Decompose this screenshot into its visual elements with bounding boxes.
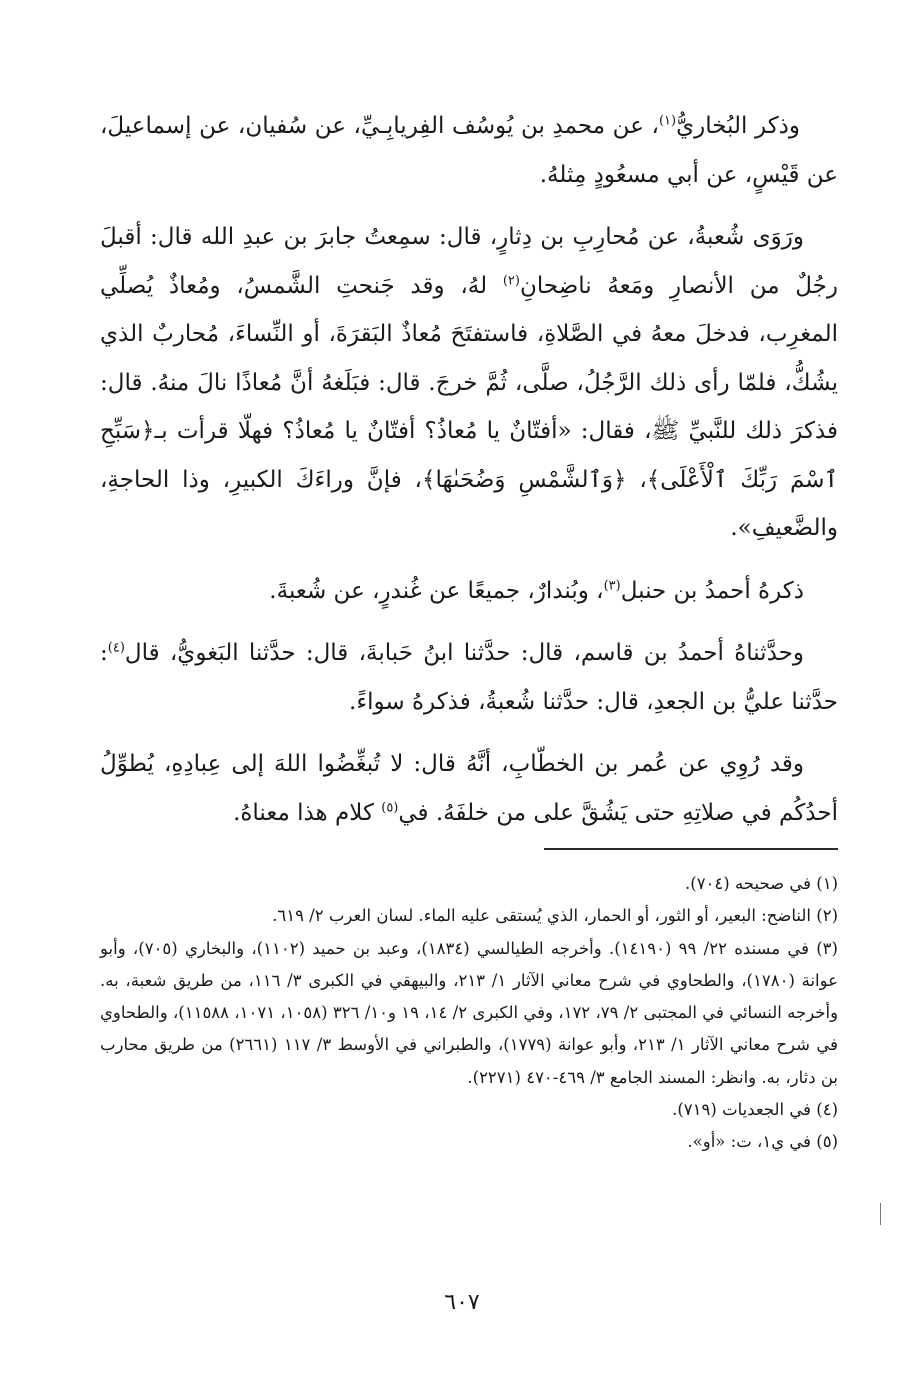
footnote-number: (٤) — [816, 1100, 838, 1120]
paragraph-text: : حدَّثنا عليُّ بن الجعدِ، قال: حدَّثنا شُعبةُ، فذكرهُ سواءً. — [100, 640, 838, 715]
paragraph-text: ، عن محمدِ بن يُوسُف الفِريابِـيِّ، عن سُفيان، عن إسماعيلَ، عن قَيْسٍ، عن أبي مسعُودٍ مِثلهُ. — [100, 113, 838, 188]
paragraph-2 — [100, 213, 838, 553]
paragraph-text: وذكر البُخاريُّ — [676, 113, 800, 139]
footnote-text: في صحيحه (٧٠٤). — [685, 874, 811, 893]
footnote-3 — [100, 933, 838, 1094]
footnote-ref-3: (٣) — [603, 577, 621, 593]
footnote-number: (٣) — [816, 938, 838, 958]
paragraph-text: لهُ، وقد جَنحتِ الشَّمسُ، ومُعاذٌ يُصلِّي المغرِب، فدخلَ معهُ في الصَّلاةِ، فاستفتَحَ مُعاذٌ البَقرَةَ، أو النِّساءَ، مُحاربٌ الذي يشُكُّ، فلمّا رأى ذلك الرَّجُلُ، صلَّى، ثُمَّ خرجَ. قال: فبَلَغهُ أنَّ مُعاذًا نالَ منهُ. قال: فذكرَ ذلك للنَّبيِّ ﷺ، فقال: «أفتّانٌ يا مُعاذُ؟ أفتّانٌ يا مُعاذُ؟ فهلّا قرأت بـ﴿سَبِّحِ ٱسْمَ رَبِّكَ ٱلْأَعْلَى﴾، ﴿وَٱلشَّمْسِ وَضُحَىٰهَا﴾، فإنَّ وراءَكَ الكبيرِ، وذا الحاجةِ، والضَّعيفِ». — [100, 272, 838, 541]
page-number: ٦٠٧ — [444, 1290, 480, 1315]
paragraph-text: ، وبُندارٌ، جميعًا عن غُندرٍ، عن شُعبةَ. — [269, 577, 604, 604]
footnote-number: (٥) — [816, 1132, 838, 1152]
footnote-number: (٢) — [816, 906, 838, 926]
main-text — [100, 102, 838, 851]
footnote-ref-2: (٢) — [502, 272, 520, 288]
footnote-text: في مسنده ٢٢/ ٩٩ (١٤١٩٠). وأخرجه الطيالسي (١٨٣٤)، وعبد بن حميد (١١٠٢)، والبخاري (٧٠٥)، وأبو عوانة (١٧٨٠)، والطحاوي في شرح معاني الآثار ١/ ٢١٣، والبيهقي في الكبرى ٣/ ١١٦، من طريق شعبة، به. وأخرجه النسائي في المجتبى ٢/ ٧٩، ١٧٢، وفي الكبرى ٢/ ١٤، ١٩ و١٠/ ٣٢٦ (١٠٥٨، ١٠٧١، ١١٥٨٨)، والطحاوي في شرح معاني الآثار ١/ ٢١٣، وأبو عوانة (١٧٧٩)، والطبراني في الأوسط ٣/ ١١٧ (٢٦٦١) من طريق محارب بن دثار، به. وانظر: المسند الجامع ٣/ ٤٦٩-٤٧٠ (٢٢٧١). — [100, 938, 839, 1087]
footnote-1 — [100, 868, 838, 900]
paragraph-3 — [100, 567, 838, 616]
paragraph-text: ورَوَى شُعبةُ، عن مُحارِبِ بن دِثارٍ، قال: سمِعتُ جابرَ بن عبدِ الله قال: أقبلَ رجُلٌ من الأنصارِ ومَعهُ ناضِحانِ — [100, 224, 838, 299]
footnote-text: في ي١، ت: «أو». — [687, 1132, 811, 1152]
footnotes — [100, 868, 838, 1159]
footnote-text: الناضح: البعير، أو الثور، أو الحمار، الذي يُستقى عليه الماء. لسان العرب ٢/ ٦١٩. — [272, 906, 811, 926]
paragraph-text: وقد رُوِي عن عُمر بن الخطّابِ، أنَّهُ قال: لا تُبغِّضُوا اللهَ إلى عِبادِهِ، يُطوِّلُ أحدُكُم في صلاتِهِ حتى يَشُقَّ على من خلفَهُ. في — [100, 751, 838, 826]
footnote-ref-1: (١) — [658, 113, 677, 129]
paragraph-text: وحدَّثناهُ أحمدُ بن قاسم، قال: حدَّثنا ابنُ حَبابةَ، قال: حدَّثنا البَغويُّ، قال — [124, 640, 804, 666]
footnote-4 — [100, 1094, 838, 1126]
paragraph-5 — [100, 740, 838, 837]
footnote-2 — [100, 900, 838, 932]
paragraph-1 — [100, 102, 838, 199]
footnote-ref-5: (٥) — [381, 799, 399, 815]
footnote-5 — [100, 1126, 838, 1158]
paragraph-text: ذكرهُ أحمدُ بن حنبل — [620, 577, 804, 604]
footnote-text: في الجعديات (٧١٩). — [672, 1100, 811, 1120]
margin-mark — [880, 1203, 882, 1225]
footnote-ref-4: (٤) — [107, 640, 125, 656]
footnote-number: (١) — [816, 874, 838, 893]
footnote-separator — [544, 848, 838, 850]
paragraph-4 — [100, 629, 838, 726]
paragraph-text: كلام هذا معناهُ. — [233, 799, 382, 826]
